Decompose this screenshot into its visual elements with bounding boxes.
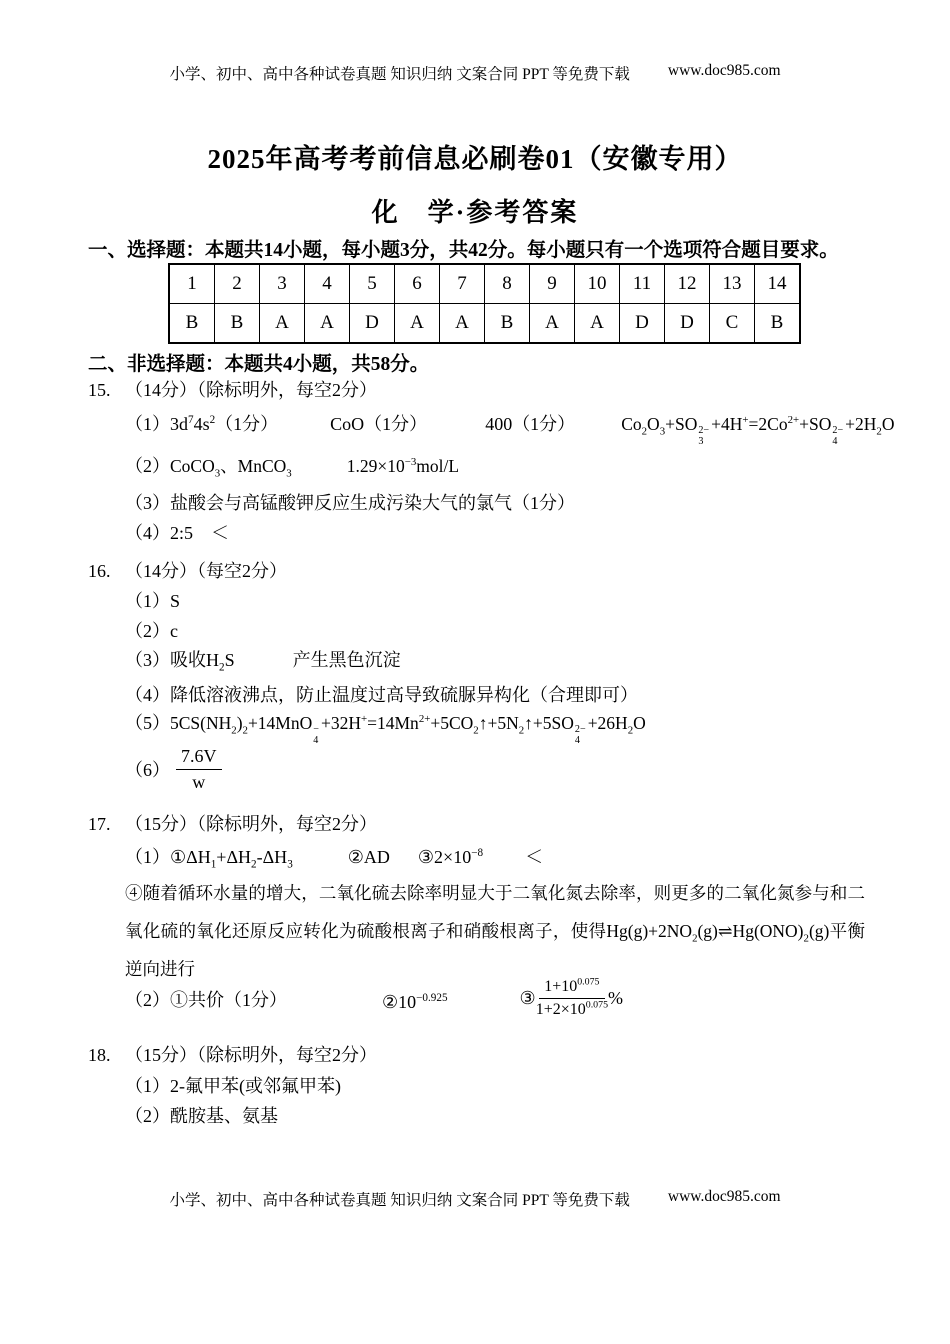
q15-item4-label: （4） <box>125 523 170 543</box>
answer-table-number-cell: 3 <box>260 264 305 304</box>
q15-item1-equation: $Co_2O_3+SO$ 2− 3 $+4H^+=2Co^{2+}+SO$ 2− 4 $+2H_2O$ <box>621 414 895 447</box>
answer-table-number-cell: 1 <box>169 264 215 304</box>
answer-table-number-cell: 5 <box>350 264 395 304</box>
q16-number: 16. <box>88 561 111 581</box>
answer-table-number-cell: 14 <box>755 264 801 304</box>
q16-item3-answer-a: 吸收$H_2S$ <box>170 650 235 674</box>
q17-item1-answer-1: $①\Delta H_1+\Delta H_2-\Delta H_3$ <box>170 847 293 871</box>
q16-item5-equation: $5CS(NH_2)_2+14MnO$ − 4 $+32H^+=14Mn^{2+}+5CO_2↑+5N_2↑+5SO$ 2− 4 $+26H_2O$ <box>170 713 646 746</box>
q17-item1 <box>125 843 543 869</box>
answer-table-answer-cell: D <box>350 304 395 344</box>
answer-table-number-cell: 12 <box>665 264 710 304</box>
q18-number: 18. <box>88 1045 111 1065</box>
q15-item1-answer-c: 400（1分） <box>485 414 576 434</box>
q15-item4-answer: 2:5 ＜ <box>170 523 230 543</box>
page-footer <box>0 1188 950 1210</box>
answer-table-answer-cell: B <box>215 304 260 344</box>
q18-item2-answer: 酰胺基、氨基 <box>170 1106 278 1126</box>
q15-item2 <box>125 452 459 478</box>
answer-table-number-cell: 9 <box>530 264 575 304</box>
answer-table-answer-cell: B <box>169 304 215 344</box>
q15-item3-answer: 盐酸会与高锰酸钾反应生成污染大气的氯气（1分） <box>170 493 575 513</box>
q16-item6-label: （6） <box>125 760 170 780</box>
q18-item2 <box>125 1102 278 1128</box>
q16-item6-fraction <box>176 745 222 793</box>
q15-item3-label: （3） <box>125 493 170 513</box>
q16-item1-answer: S <box>170 591 181 611</box>
q16-header-row <box>88 557 287 583</box>
answer-table-answer-cell: B <box>485 304 530 344</box>
q16-item2-label: （2） <box>125 621 170 641</box>
q16-item3-label: （3） <box>125 650 170 670</box>
q17-item1-label: （1） <box>125 847 170 867</box>
q17-item2-answer-3-fraction <box>536 977 608 1020</box>
q15-item1-answer-b: CoO（1分） <box>330 414 428 434</box>
q17-item1-answer-2: ②AD <box>347 847 390 867</box>
q17-item1-answer-paragraph: ④随着循环水量的增大，二氧化硫去除率明显大于二氧化氮去除率，则更多的二氧化氮参与和二氧化硫的氧化还原反应转化为硫酸根离子和硝酸根离子，使得$Hg(g)+2NO_2(g)\rightleftharpoons Hg(ONO)_2(g)$平衡逆向进行 <box>125 883 866 979</box>
q15-item1 <box>125 410 894 447</box>
answer-table-answer-cell: B <box>755 304 801 344</box>
answer-table-numbers-row <box>169 264 800 304</box>
q17-item2-answer-3-suffix: % <box>608 988 624 1008</box>
answer-table-answer-cell: D <box>620 304 665 344</box>
q16-item4-label: （4） <box>125 685 170 705</box>
answer-table-number-cell: 10 <box>575 264 620 304</box>
q17-item2-label: （2） <box>125 989 170 1010</box>
q16-item5 <box>125 709 646 746</box>
answer-table-answer-cell: A <box>575 304 620 344</box>
q18-header-row <box>88 1041 377 1067</box>
q16-item6 <box>125 745 222 793</box>
answer-table-number-cell: 13 <box>710 264 755 304</box>
q15-item1-answer-a: $3d^74s^2(1$分） <box>170 414 279 434</box>
q16-item1-label: （1） <box>125 591 170 611</box>
q17-header-row <box>88 810 377 836</box>
q18-item1 <box>125 1072 341 1098</box>
answer-table-number-cell: 4 <box>305 264 350 304</box>
q17-item2-answer-3-prefix: ③ <box>519 988 536 1008</box>
q15-item2-answer-a: CoCO$_3$、MnCO$_3$ <box>170 456 292 480</box>
answer-table-answer-cell: A <box>440 304 485 344</box>
q15-score-note: （14分）（除标明外，每空2分） <box>125 380 377 400</box>
answer-table-answer-cell: A <box>395 304 440 344</box>
q17-score-note: （15分）（除标明外，每空2分） <box>125 814 377 834</box>
document-subtitle: 化 学·参考答案 <box>371 198 579 227</box>
answer-table-answer-cell: A <box>530 304 575 344</box>
q16-score-note: （14分）（每空2分） <box>125 561 287 581</box>
q16-item1 <box>125 587 180 613</box>
q18-item2-label: （2） <box>125 1106 170 1126</box>
answer-table-number-cell: 6 <box>395 264 440 304</box>
q17-item2 <box>125 977 623 1020</box>
footer-site-url: www.doc985.com <box>667 1188 781 1205</box>
section-free-heading: 二、非选择题：本题共4小题，共58分。 <box>88 354 430 375</box>
answer-table-number-cell: 8 <box>485 264 530 304</box>
page-header <box>0 62 950 84</box>
q16-item3 <box>125 646 401 672</box>
q17-item2-answer-3 <box>520 977 623 1020</box>
q15-item2-label: （2） <box>125 456 170 476</box>
footer-promo-text: 小学、初中、高中各种试卷真题 知识归纳 文案合同 PPT 等免费下载 <box>169 1192 630 1209</box>
answer-table-answer-cell: A <box>260 304 305 344</box>
q18-item1-answer: 2-氟甲苯(或邻氟甲苯) <box>170 1076 341 1096</box>
q15-item2-answer-b: $1.29\times 10^{-3}mol/L$ <box>346 456 460 476</box>
q16-item2-answer: c <box>170 621 178 641</box>
q17-item2-fraction-denominator: $1+2\times 10^{0.075}$ <box>535 999 609 1018</box>
answer-table <box>168 263 801 344</box>
q17-item2-fraction-numerator: $1+10^{0.075}$ <box>539 977 604 999</box>
answer-table-number-cell: 2 <box>215 264 260 304</box>
answer-table-answers-row <box>169 304 800 344</box>
q18-score-note: （15分）（除标明外，每空2分） <box>125 1045 377 1065</box>
q15-header-row <box>88 376 377 402</box>
document-title: 2025年高考考前信息必刷卷01（安徽专用） <box>207 144 743 174</box>
q16-item5-label: （5） <box>125 713 170 733</box>
answer-table-number-cell: 7 <box>440 264 485 304</box>
q16-item3-answer-b: 产生黑色沉淀 <box>292 650 401 670</box>
header-site-url: www.doc985.com <box>667 62 781 79</box>
q15-item1-label: （1） <box>125 414 170 434</box>
q17-item2-answer-1: ①共价（1分） <box>170 989 287 1010</box>
q17-item1-answer-3: $③2\times 10^{-8}$ <box>417 847 484 867</box>
answer-table-number-cell: 11 <box>620 264 665 304</box>
section-choice-heading: 一、选择题：本题共14小题，每小题3分，共42分。每小题只有一个选项符合题目要求。 <box>88 240 839 261</box>
q16-item4 <box>125 681 638 707</box>
answer-table-answer-cell: C <box>710 304 755 344</box>
q18-item1-label: （1） <box>125 1076 170 1096</box>
q17-number: 17. <box>88 814 111 834</box>
q16-item6-fraction-numerator: 7.6V <box>176 745 222 770</box>
answer-table-answer-cell: A <box>305 304 350 344</box>
q15-number: 15. <box>88 380 111 400</box>
answer-table-answer-cell: D <box>665 304 710 344</box>
q16-item4-answer: 降低溶液沸点，防止温度过高导致硫脲异构化（合理即可） <box>170 685 638 705</box>
q15-item3 <box>125 489 575 515</box>
header-promo-text: 小学、初中、高中各种试卷真题 知识归纳 文案合同 PPT 等免费下载 <box>169 66 630 83</box>
q16-item2 <box>125 617 178 643</box>
q17-item2-answer-2: $②10^{-0.925}$ <box>382 992 448 1012</box>
q17-item1-answer-4: ＜ <box>525 847 544 867</box>
q15-item4 <box>125 519 229 545</box>
q16-item6-fraction-denominator: w <box>192 771 206 792</box>
